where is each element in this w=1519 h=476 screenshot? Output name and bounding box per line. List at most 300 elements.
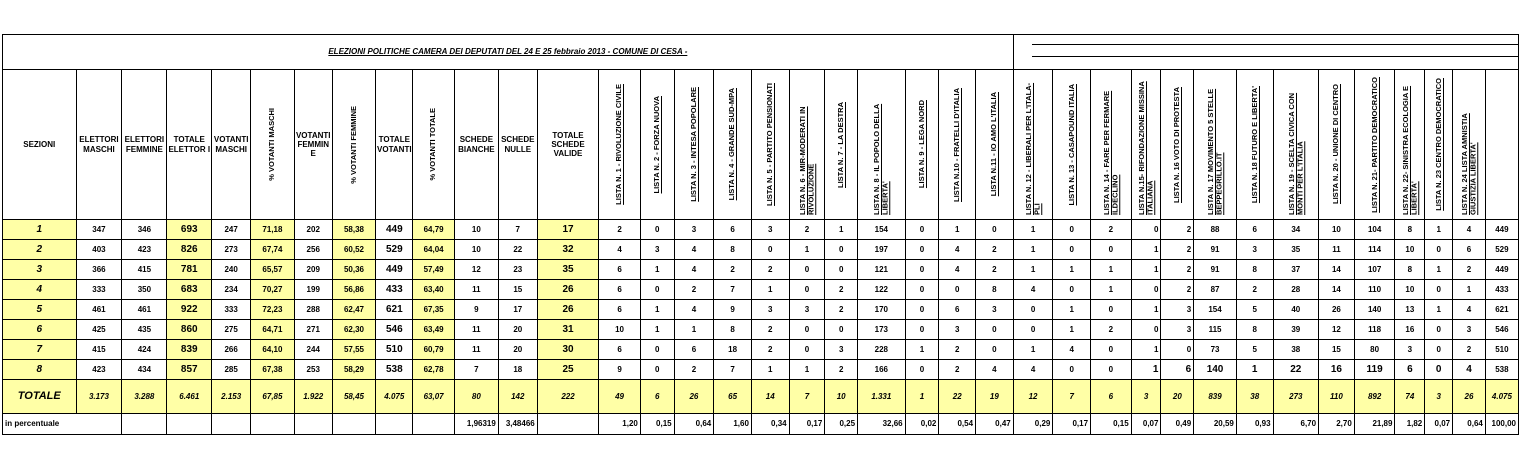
- cell-pvm: 67,38: [251, 360, 295, 380]
- cell-lista-12: 1: [1013, 220, 1053, 240]
- column-header-lista-3: [674, 70, 714, 220]
- totale-sv: 222: [537, 380, 599, 414]
- percentuale-lista-17: 20,59: [1194, 414, 1237, 435]
- cell-lista-5: 2: [751, 320, 789, 340]
- cell-lista-9: 0: [905, 280, 939, 300]
- empty-cell: [251, 414, 295, 435]
- totale-lista-3: 26: [674, 380, 714, 414]
- cell-pvf: 57,55: [332, 340, 376, 360]
- cell-lista-19: 37: [1273, 260, 1319, 280]
- totale-lista-4: 65: [714, 380, 752, 414]
- cell-lista-22: 16: [1395, 320, 1425, 340]
- cell-lista-10: 6: [939, 300, 976, 320]
- cell-lista-11: 3: [976, 300, 1014, 320]
- cell-pvt: 64,79: [413, 220, 455, 240]
- cell-lista-1: 2: [599, 220, 641, 240]
- column-header-lista-21: [1354, 70, 1395, 220]
- percentuale-lista-10: 0,54: [939, 414, 976, 435]
- cell-lista-1: 6: [599, 340, 641, 360]
- cell-sv: 25: [537, 360, 599, 380]
- cell-tv: 546: [376, 320, 413, 340]
- empty-cell: [376, 414, 413, 435]
- cell-lista-15: 0: [1131, 280, 1161, 300]
- cell-lista-20: 26: [1319, 300, 1355, 320]
- cell-lista-12: 0: [1013, 320, 1053, 340]
- totale-lista-9: 1: [905, 380, 939, 414]
- totale-em: 3.173: [76, 380, 122, 414]
- cell-lista-5: 2: [751, 340, 789, 360]
- totale-sn: 142: [498, 380, 537, 414]
- cell-te: 826: [167, 240, 212, 260]
- cell-vf: 288: [294, 300, 332, 320]
- totale-label: TOTALE: [3, 380, 77, 414]
- percentuale-lista-6: 0,17: [789, 414, 825, 435]
- cell-lista-4: 8: [714, 320, 752, 340]
- cell-lista-24: 3: [1453, 320, 1486, 340]
- lista-label: LISTA N.15- RIFONDAZIONE MISSINA ITALIANA: [1136, 80, 1155, 215]
- cell-vm: 234: [212, 280, 251, 300]
- column-header-lista-9: [905, 70, 939, 220]
- cell-ef: 434: [122, 360, 167, 380]
- lista-label: LISTA N. 4 - GRANDE SUD-MPA: [727, 88, 737, 201]
- lista-label: LISTA N. 13 - CASAPOUND ITALIA: [1066, 83, 1076, 206]
- page-title: ELEZIONI POLITICHE CAMERA DEI DEPUTATI DEL 24 E 25 febbraio 2013 - COMUNE DI CESA -: [3, 35, 1014, 70]
- column-header-totale-schede-valide: TOTALE SCHEDE VALIDE: [537, 70, 599, 220]
- cell-lista-5: 3: [751, 220, 789, 240]
- cell-lista-2: 0: [640, 340, 674, 360]
- cell-lista-11: 8: [976, 280, 1014, 300]
- percentuale-lista-9: 0,02: [905, 414, 939, 435]
- cell-lista-7: 3: [825, 340, 858, 360]
- cell-pvf: 62,30: [332, 320, 376, 340]
- cell-lista-20: 14: [1319, 280, 1355, 300]
- table-row: [3, 300, 1519, 320]
- column-header-lista-18: [1236, 70, 1273, 220]
- percentuale-lista-5: 0,34: [751, 414, 789, 435]
- cell-lista-2: 0: [640, 220, 674, 240]
- percentuale-totale: 100,00: [1485, 414, 1518, 435]
- cell-lista-23: 1: [1425, 220, 1453, 240]
- cell-te: 860: [167, 320, 212, 340]
- cell-sv: 30: [537, 340, 599, 360]
- lista-label: LISTA N. 21- PARTITO DEMOCRATICO: [1369, 76, 1379, 213]
- percentuale-sb: 1,96319: [454, 414, 498, 435]
- cell-lista-1: 4: [599, 240, 641, 260]
- cell-lista-13: 1: [1053, 320, 1091, 340]
- cell-lista-13: 1: [1053, 300, 1091, 320]
- cell-lista-12: 1: [1013, 240, 1053, 260]
- cell-lista-17: 91: [1194, 240, 1237, 260]
- cell-lista-19: 34: [1273, 220, 1319, 240]
- cell-em: 461: [76, 300, 122, 320]
- empty-cell: [212, 414, 251, 435]
- cell-lista-3: 2: [674, 280, 714, 300]
- totale-lista-12: 12: [1013, 380, 1053, 414]
- cell-sb: 11: [454, 320, 498, 340]
- totale-lista-5: 14: [751, 380, 789, 414]
- column-header-lista-22: [1395, 70, 1425, 220]
- cell-sn: 22: [498, 240, 537, 260]
- cell-pvm: 71,18: [251, 220, 295, 240]
- percentuale-row: [3, 414, 1519, 435]
- cell-vf: 199: [294, 280, 332, 300]
- totale-lista-14: 6: [1091, 380, 1132, 414]
- totale-row: [3, 380, 1519, 414]
- table-row: [3, 320, 1519, 340]
- cell-lista-20: 16: [1319, 360, 1355, 380]
- cell-ef: 424: [122, 340, 167, 360]
- lista-label: LISTA N. 1 - RIVOLUZIONE CIVILE: [614, 84, 624, 205]
- cell-sb: 12: [454, 260, 498, 280]
- cell-lista-16: 3: [1161, 320, 1194, 340]
- percentuale-lista-7: 0,25: [825, 414, 858, 435]
- cell-vm: 273: [212, 240, 251, 260]
- lista-label: LISTA N. 2 - FORZA NUOVA: [652, 95, 662, 194]
- cell-vf: 244: [294, 340, 332, 360]
- cell-sez: 4: [3, 280, 77, 300]
- cell-pvt: 67,35: [413, 300, 455, 320]
- cell-pvt: 63,40: [413, 280, 455, 300]
- cell-sb: 11: [454, 280, 498, 300]
- cell-lista-12: 0: [1013, 300, 1053, 320]
- totale-pvt: 63,07: [413, 380, 455, 414]
- cell-lista-22: 6: [1395, 360, 1425, 380]
- cell-ef: 435: [122, 320, 167, 340]
- cell-lista-16: 2: [1161, 240, 1194, 260]
- cell-te: 839: [167, 340, 212, 360]
- column-header-lista-13: [1053, 70, 1091, 220]
- column-header-lista-17: [1194, 70, 1237, 220]
- cell-lista-18: 6: [1236, 220, 1273, 240]
- totale-lista-1: 49: [599, 380, 641, 414]
- totale-lista-2: 6: [640, 380, 674, 414]
- cell-sez: 6: [3, 320, 77, 340]
- cell-lista-8: 197: [858, 240, 906, 260]
- table-row: [3, 280, 1519, 300]
- cell-lista-3: 3: [674, 220, 714, 240]
- cell-lista-16: 2: [1161, 220, 1194, 240]
- column-header-schede-bianche: SCHEDE BIANCHE: [454, 70, 498, 220]
- cell-lista-21: 107: [1354, 260, 1395, 280]
- cell-lista-15: 1: [1131, 340, 1161, 360]
- column-header-votanti-maschi: VOTANTI MASCHI: [212, 70, 251, 220]
- cell-sez: 1: [3, 220, 77, 240]
- totale-tv: 4.075: [376, 380, 413, 414]
- cell-lista-10: 3: [939, 320, 976, 340]
- cell-totale: 510: [1485, 340, 1518, 360]
- cell-lista-17: 73: [1194, 340, 1237, 360]
- lista-label: LISTA N. 12 - LIBERALI PER L'ITALA- PLI: [1023, 82, 1042, 215]
- cell-lista-23: 0: [1425, 280, 1453, 300]
- column-header-lista-20: [1319, 70, 1355, 220]
- cell-lista-9: 0: [905, 320, 939, 340]
- cell-lista-14: 0: [1091, 300, 1132, 320]
- cell-pvt: 63,49: [413, 320, 455, 340]
- cell-lista-3: 6: [674, 340, 714, 360]
- cell-lista-13: 0: [1053, 220, 1091, 240]
- cell-lista-6: 0: [789, 340, 825, 360]
- column-header-lista-5: [751, 70, 789, 220]
- cell-pvm: 72,23: [251, 300, 295, 320]
- cell-lista-17: 115: [1194, 320, 1237, 340]
- cell-te: 922: [167, 300, 212, 320]
- cell-lista-24: 2: [1453, 340, 1486, 360]
- cell-sv: 35: [537, 260, 599, 280]
- cell-lista-4: 18: [714, 340, 752, 360]
- cell-lista-2: 0: [640, 280, 674, 300]
- cell-totale: 449: [1485, 260, 1518, 280]
- cell-lista-22: 8: [1395, 220, 1425, 240]
- cell-lista-19: 35: [1273, 240, 1319, 260]
- cell-lista-23: 0: [1425, 320, 1453, 340]
- cell-em: 366: [76, 260, 122, 280]
- cell-lista-14: 0: [1091, 360, 1132, 380]
- lista-label: LISTA N.11 - IO AMO L'ITALIA: [989, 92, 999, 197]
- cell-lista-10: 2: [939, 340, 976, 360]
- cell-lista-24: 4: [1453, 300, 1486, 320]
- cell-pvf: 58,38: [332, 220, 376, 240]
- percentuale-label: in percentuale: [3, 414, 122, 435]
- cell-lista-2: 1: [640, 320, 674, 340]
- cell-sb: 11: [454, 340, 498, 360]
- cell-lista-20: 14: [1319, 260, 1355, 280]
- cell-lista-10: 4: [939, 240, 976, 260]
- totale-lista-8: 1.331: [858, 380, 906, 414]
- cell-lista-15: 1: [1131, 240, 1161, 260]
- cell-lista-2: 1: [640, 260, 674, 280]
- cell-vf: 209: [294, 260, 332, 280]
- percentuale-sn: 3,48466: [498, 414, 537, 435]
- cell-lista-6: 1: [789, 240, 825, 260]
- cell-lista-3: 1: [674, 320, 714, 340]
- cell-lista-4: 6: [714, 220, 752, 240]
- cell-lista-19: 40: [1273, 300, 1319, 320]
- cell-lista-5: 2: [751, 260, 789, 280]
- cell-lista-8: 173: [858, 320, 906, 340]
- cell-pvf: 50,36: [332, 260, 376, 280]
- cell-lista-23: 1: [1425, 300, 1453, 320]
- column-header-votanti-femmine: VOTANTI FEMMIN E: [294, 70, 332, 220]
- cell-sb: 7: [454, 360, 498, 380]
- cell-lista-7: 2: [825, 360, 858, 380]
- cell-vf: 271: [294, 320, 332, 340]
- percentuale-lista-11: 0,47: [976, 414, 1014, 435]
- cell-lista-23: 0: [1425, 340, 1453, 360]
- column-header-lista-10: [939, 70, 976, 220]
- percentuale-lista-13: 0,17: [1053, 414, 1091, 435]
- column-header-totale-votanti: TOTALE VOTANTI: [376, 70, 413, 220]
- cell-lista-18: 2: [1236, 280, 1273, 300]
- cell-lista-19: 39: [1273, 320, 1319, 340]
- empty-cell: [122, 414, 167, 435]
- cell-totale: 546: [1485, 320, 1518, 340]
- percentuale-lista-20: 2,70: [1319, 414, 1355, 435]
- cell-vm: 333: [212, 300, 251, 320]
- totale-vm: 2.153: [212, 380, 251, 414]
- cell-vf: 256: [294, 240, 332, 260]
- cell-lista-3: 4: [674, 300, 714, 320]
- column-header-lista-2: [640, 70, 674, 220]
- cell-lista-21: 114: [1354, 240, 1395, 260]
- cell-lista-9: 0: [905, 300, 939, 320]
- cell-te: 857: [167, 360, 212, 380]
- column-header-pct-votanti-totale: [413, 70, 455, 220]
- column-header-lista-12: [1013, 70, 1053, 220]
- percentuale-lista-3: 0,64: [674, 414, 714, 435]
- cell-lista-4: 2: [714, 260, 752, 280]
- column-header-label: % VOTANTI FEMMINE: [348, 105, 358, 184]
- totale-lista-24: 26: [1453, 380, 1486, 414]
- cell-lista-18: 5: [1236, 340, 1273, 360]
- empty-cell: [537, 414, 599, 435]
- column-header-lista-23: [1425, 70, 1453, 220]
- cell-lista-14: 2: [1091, 320, 1132, 340]
- cell-lista-15: 0: [1131, 320, 1161, 340]
- cell-lista-21: 80: [1354, 340, 1395, 360]
- cell-lista-10: 0: [939, 280, 976, 300]
- cell-lista-3: 2: [674, 360, 714, 380]
- column-header-lista-24: [1453, 70, 1486, 220]
- column-header-lista-11: [976, 70, 1014, 220]
- lista-label: LISTA N. 5 - PARTITO PENSIONATI: [765, 83, 775, 206]
- cell-lista-20: 10: [1319, 220, 1355, 240]
- cell-te: 693: [167, 220, 212, 240]
- empty-cell: [167, 414, 212, 435]
- lista-label: LISTA N.10 - FRATELLI D'ITALIA: [952, 87, 962, 202]
- totale-lista-21: 892: [1354, 380, 1395, 414]
- cell-vf: 253: [294, 360, 332, 380]
- totale-lista-22: 74: [1395, 380, 1425, 414]
- cell-lista-16: 3: [1161, 300, 1194, 320]
- cell-lista-2: 0: [640, 360, 674, 380]
- cell-totale: 621: [1485, 300, 1518, 320]
- cell-lista-11: 0: [976, 340, 1014, 360]
- cell-tv: 529: [376, 240, 413, 260]
- cell-lista-6: 3: [789, 300, 825, 320]
- table-row: [3, 240, 1519, 260]
- cell-lista-20: 15: [1319, 340, 1355, 360]
- cell-lista-11: 0: [976, 320, 1014, 340]
- totale-lista-18: 38: [1236, 380, 1273, 414]
- cell-sv: 31: [537, 320, 599, 340]
- totale-lista-13: 7: [1053, 380, 1091, 414]
- cell-sb: 10: [454, 240, 498, 260]
- cell-vf: 202: [294, 220, 332, 240]
- cell-lista-5: 1: [751, 360, 789, 380]
- cell-lista-24: 2: [1453, 260, 1486, 280]
- cell-lista-9: 1: [905, 340, 939, 360]
- cell-lista-8: 166: [858, 360, 906, 380]
- cell-lista-6: 0: [789, 280, 825, 300]
- cell-lista-24: 4: [1453, 220, 1486, 240]
- cell-ef: 415: [122, 260, 167, 280]
- lista-label: LISTA N. 18 FUTURO E LIBERTA': [1249, 85, 1259, 204]
- lista-label: LISTA N. 9 - LEGA NORD: [916, 100, 926, 189]
- lista-label: LISTA N. 8 - IL POPOLO DELLA LIBERTA': [872, 103, 890, 215]
- cell-lista-7: 2: [825, 280, 858, 300]
- cell-lista-22: 3: [1395, 340, 1425, 360]
- totale-lista-16: 20: [1161, 380, 1194, 414]
- cell-lista-19: 38: [1273, 340, 1319, 360]
- cell-lista-21: 119: [1354, 360, 1395, 380]
- cell-tv: 449: [376, 260, 413, 280]
- cell-lista-3: 4: [674, 240, 714, 260]
- cell-lista-14: 0: [1091, 240, 1132, 260]
- cell-sb: 10: [454, 220, 498, 240]
- cell-lista-18: 3: [1236, 240, 1273, 260]
- cell-lista-8: 122: [858, 280, 906, 300]
- column-header-elettori-femmine: ELETTORI FEMMINE: [122, 70, 167, 220]
- percentuale-lista-12: 0,29: [1013, 414, 1053, 435]
- cell-pvf: 56,86: [332, 280, 376, 300]
- cell-ef: 423: [122, 240, 167, 260]
- cell-lista-7: 0: [825, 240, 858, 260]
- column-header-lista-7: [825, 70, 858, 220]
- cell-sez: 3: [3, 260, 77, 280]
- cell-lista-2: 1: [640, 300, 674, 320]
- cell-lista-13: 4: [1053, 340, 1091, 360]
- empty-cell: [332, 414, 376, 435]
- percentuale-lista-22: 1,82: [1395, 414, 1425, 435]
- header-gridlines: [1032, 34, 1518, 68]
- cell-lista-11: 2: [976, 260, 1014, 280]
- totale-vf: 1.922: [294, 380, 332, 414]
- cell-lista-12: 1: [1013, 340, 1053, 360]
- cell-sez: 7: [3, 340, 77, 360]
- cell-lista-22: 10: [1395, 280, 1425, 300]
- cell-te: 683: [167, 280, 212, 300]
- cell-lista-21: 110: [1354, 280, 1395, 300]
- cell-lista-2: 3: [640, 240, 674, 260]
- totale-lista-10: 22: [939, 380, 976, 414]
- cell-lista-14: 1: [1091, 280, 1132, 300]
- cell-em: 425: [76, 320, 122, 340]
- column-header-lista-15: [1131, 70, 1161, 220]
- cell-lista-18: 1: [1236, 360, 1273, 380]
- column-header-elettori-maschi: ELETTORI MASCHI: [76, 70, 122, 220]
- cell-pvm: 64,71: [251, 320, 295, 340]
- cell-pvm: 64,10: [251, 340, 295, 360]
- percentuale-lista-16: 0,49: [1161, 414, 1194, 435]
- cell-lista-18: 8: [1236, 260, 1273, 280]
- cell-pvf: 60,52: [332, 240, 376, 260]
- lista-label: LISTA N. 16 VOTO DI PROTESTA: [1172, 86, 1182, 203]
- cell-lista-1: 6: [599, 300, 641, 320]
- column-header-totale-elettori: TOTALE ELETTOR I: [167, 70, 212, 220]
- cell-tv: 433: [376, 280, 413, 300]
- cell-totale: 538: [1485, 360, 1518, 380]
- cell-lista-1: 9: [599, 360, 641, 380]
- column-header-lista-16: [1161, 70, 1194, 220]
- cell-vm: 285: [212, 360, 251, 380]
- cell-lista-13: 0: [1053, 280, 1091, 300]
- cell-lista-8: 121: [858, 260, 906, 280]
- cell-sn: 17: [498, 300, 537, 320]
- lista-label: LISTA N. 6 - MIR-MODERATI IN RIVOLUZIONE: [797, 105, 815, 215]
- cell-pvt: 57,49: [413, 260, 455, 280]
- cell-lista-21: 140: [1354, 300, 1395, 320]
- cell-lista-16: 2: [1161, 280, 1194, 300]
- cell-lista-17: 91: [1194, 260, 1237, 280]
- cell-lista-15: 0: [1131, 220, 1161, 240]
- cell-lista-10: 2: [939, 360, 976, 380]
- column-header-sezioni: SEZIONI: [3, 70, 77, 220]
- cell-lista-18: 8: [1236, 320, 1273, 340]
- cell-lista-7: 1: [825, 220, 858, 240]
- cell-lista-3: 4: [674, 260, 714, 280]
- cell-lista-19: 22: [1273, 360, 1319, 380]
- cell-lista-8: 154: [858, 220, 906, 240]
